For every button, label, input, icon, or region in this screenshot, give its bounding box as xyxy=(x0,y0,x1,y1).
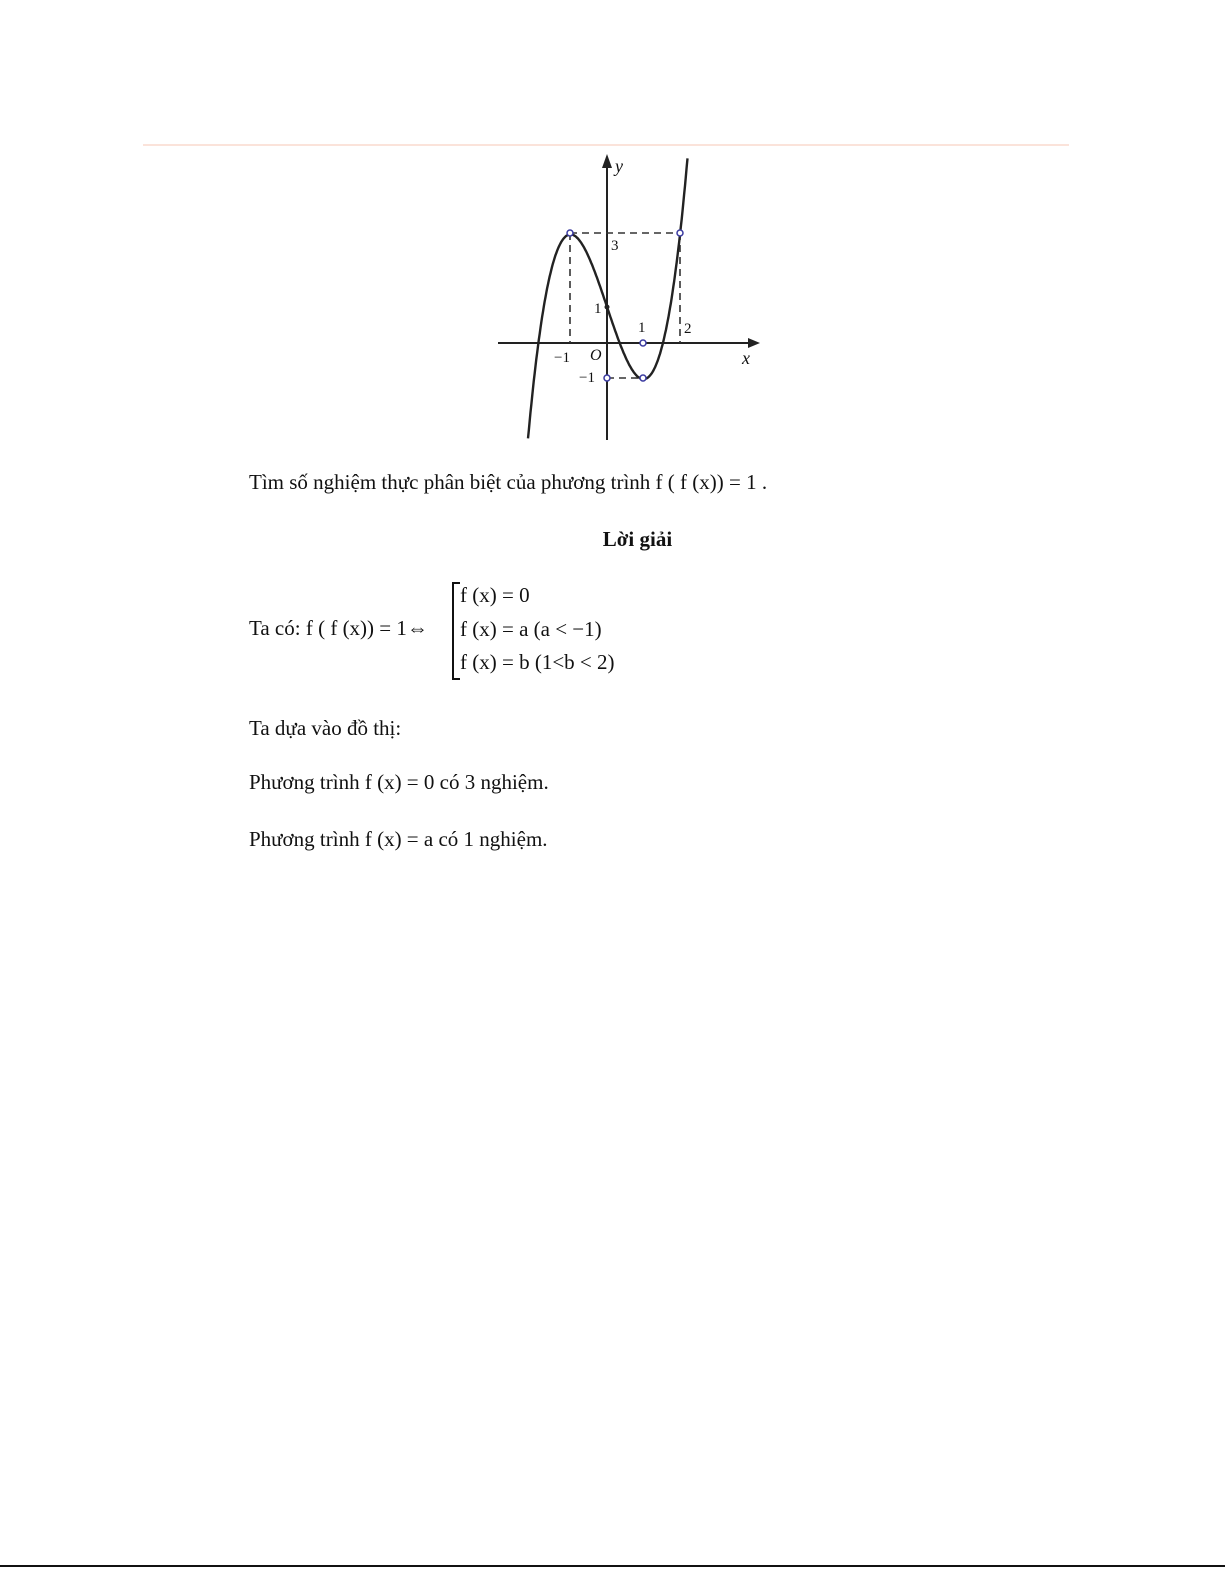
point-x1 xyxy=(640,340,646,346)
tick-y-1: 1 xyxy=(594,301,602,317)
tick-x-1: 1 xyxy=(638,320,646,336)
header-rule xyxy=(143,144,1069,146)
x-axis-label: x xyxy=(742,348,750,368)
footer-rule xyxy=(0,1565,1225,1567)
line-equation-zero: Phương trình f (x) = 0 có 3 nghiệm. xyxy=(249,770,549,794)
case-1: f (x) = 0 xyxy=(460,583,530,607)
tick-y-neg1: −1 xyxy=(579,370,595,386)
point-x2-y3 xyxy=(677,230,683,236)
point-local-min xyxy=(640,375,646,381)
solution-title: Lời giải xyxy=(602,527,673,551)
case-bracket xyxy=(452,582,460,680)
y-axis-label: y xyxy=(615,156,623,176)
case-2: f (x) = a (a < −1) xyxy=(460,617,602,641)
tick-x-neg1: −1 xyxy=(554,350,570,366)
point-y1 xyxy=(605,305,610,310)
x-axis-arrow xyxy=(748,338,760,348)
case-3: f (x) = b (1<b < 2) xyxy=(460,650,615,674)
tick-x-2: 2 xyxy=(684,321,692,337)
function-graph xyxy=(490,150,765,445)
line-graph-intro: Ta dựa vào đồ thị: xyxy=(249,716,402,740)
y-axis-arrow xyxy=(602,154,612,168)
line-equation-a: Phương trình f (x) = a có 1 nghiệm. xyxy=(249,827,548,851)
point-local-max xyxy=(567,230,573,236)
origin-label: O xyxy=(590,347,602,364)
question-text: Tìm số nghiệm thực phân biệt của phương trình f ( f (x)) = 1 . xyxy=(249,470,768,494)
tick-y-3: 3 xyxy=(611,238,619,254)
point-y-neg1 xyxy=(604,375,610,381)
system-lead: Ta có: f ( f (x)) = 1⇔ xyxy=(249,616,428,640)
